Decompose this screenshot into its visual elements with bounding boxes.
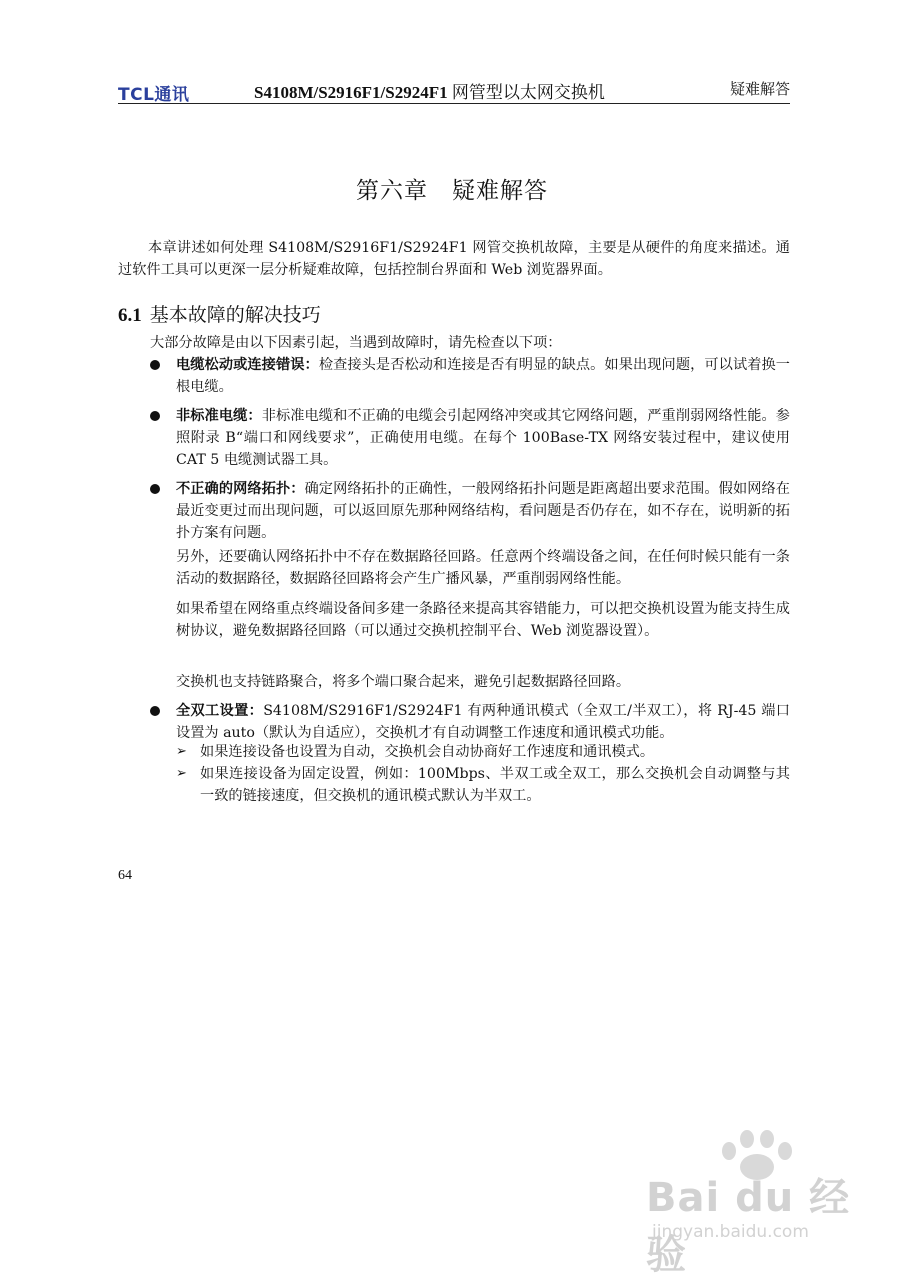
chapter-title: 第六章 疑难解答 [356, 178, 548, 204]
tcl-logo: TCL通讯 [118, 85, 190, 105]
bullet-text [176, 700, 790, 744]
page-number: 64 [118, 868, 132, 883]
running-title-desc: 网管型以太网交换机 [447, 83, 605, 102]
bullet-body: 非标准电缆和不正确的电缆会引起网络冲突或其它网络问题，严重削弱网络性能。参照附录 B“端口和网线要求”，正确使用电缆。在每个 100Base-TX 网络安装过程中，建议使用 CAT 5 电缆测试器工具。 [176, 408, 790, 468]
topology-paragraph: 另外，还要确认网络拓扑中不存在数据路径回路。任意两个终端设备之间，在任何时候只能有一条活动的数据路径，数据路径回路将会产生广播风暴，严重削弱网络性能。 [176, 549, 790, 587]
bullet-text [176, 405, 790, 471]
bullet-dot-icon [150, 411, 160, 421]
bullet-body: S4108M/S2916F1/S2924F1 有两种通讯模式（全双工/半双工），将 RJ-45 端口设置为 auto（默认为自适应），交换机才有自动调整工作速度和通讯模式功能。 [176, 703, 790, 741]
bullet-dot-icon [150, 360, 160, 370]
arrow-bullet-icon: ➢ [176, 766, 187, 781]
topology-paragraph: 交换机也支持链路聚合，将多个端口聚合起来，避免引起数据路径回路。 [176, 674, 631, 690]
bullet-body: 确定网络拓扑的正确性，一般网络拓扑问题是距离超出要求范围。假如网络在最近变更过而出现问题，可以返回原先那种网络结构，看问题是否仍存在，如不存在，说明新的拓扑方案有问题。 [176, 481, 790, 541]
watermark-brand: Bai du 经验 [646, 1175, 851, 1278]
sub-list-text: 如果连接设备也设置为自动，交换机会自动协商好工作速度和通讯模式。 [200, 744, 655, 760]
arrow-bullet-icon: ➢ [176, 744, 187, 759]
section-heading [118, 300, 321, 327]
watermark-url: jingyan.baidu.com [652, 1222, 809, 1242]
section-title: 基本故障的解决技巧 [149, 304, 321, 326]
running-section: 疑难解答 [729, 80, 790, 98]
running-title-model: S4108M/S2916F1/S2924F1 [254, 83, 448, 102]
page-header [118, 76, 790, 104]
bullet-term: 非标准电缆： [176, 408, 262, 424]
bullet-text [176, 354, 790, 398]
running-title [254, 78, 605, 103]
bullet-term: 全双工设置： [176, 703, 264, 719]
bullet-dot-icon [150, 706, 160, 716]
bullet-body: 检查接头是否松动和连接是否有明显的缺点。如果出现问题，可以试着换一根电缆。 [176, 357, 790, 395]
lead-paragraph: 大部分故障是由以下因素引起，当遇到故障时，请先检查以下项： [150, 335, 562, 351]
bullet-text [176, 478, 790, 544]
bullet-dot-icon [150, 484, 160, 494]
baidu-watermark [640, 1128, 870, 1278]
bullet-term: 不正确的网络拓扑： [176, 481, 305, 497]
bullet-term: 电缆松动或连接错误： [176, 357, 319, 373]
sub-list-text: 如果连接设备为固定设置，例如：100Mbps、半双工或全双工，那么交换机会自动调整与其一致的链接速度，但交换机的通讯模式默认为半双工。 [200, 766, 790, 804]
section-number: 6.1 [118, 305, 142, 326]
topology-paragraph: 如果希望在网络重点终端设备间多建一条路径来提高其容错能力，可以把交换机设置为能支持生成树协议，避免数据路径回路（可以通过交换机控制平台、Web 浏览器设置）。 [176, 601, 790, 639]
intro-paragraph: 本章讲述如何处理 S4108M/S2916F1/S2924F1 网管交换机故障，主要是从硬件的角度来描述。通过软件工具可以更深一层分析疑难故障，包括控制台界面和 Web 浏览器界面。 [118, 240, 790, 278]
